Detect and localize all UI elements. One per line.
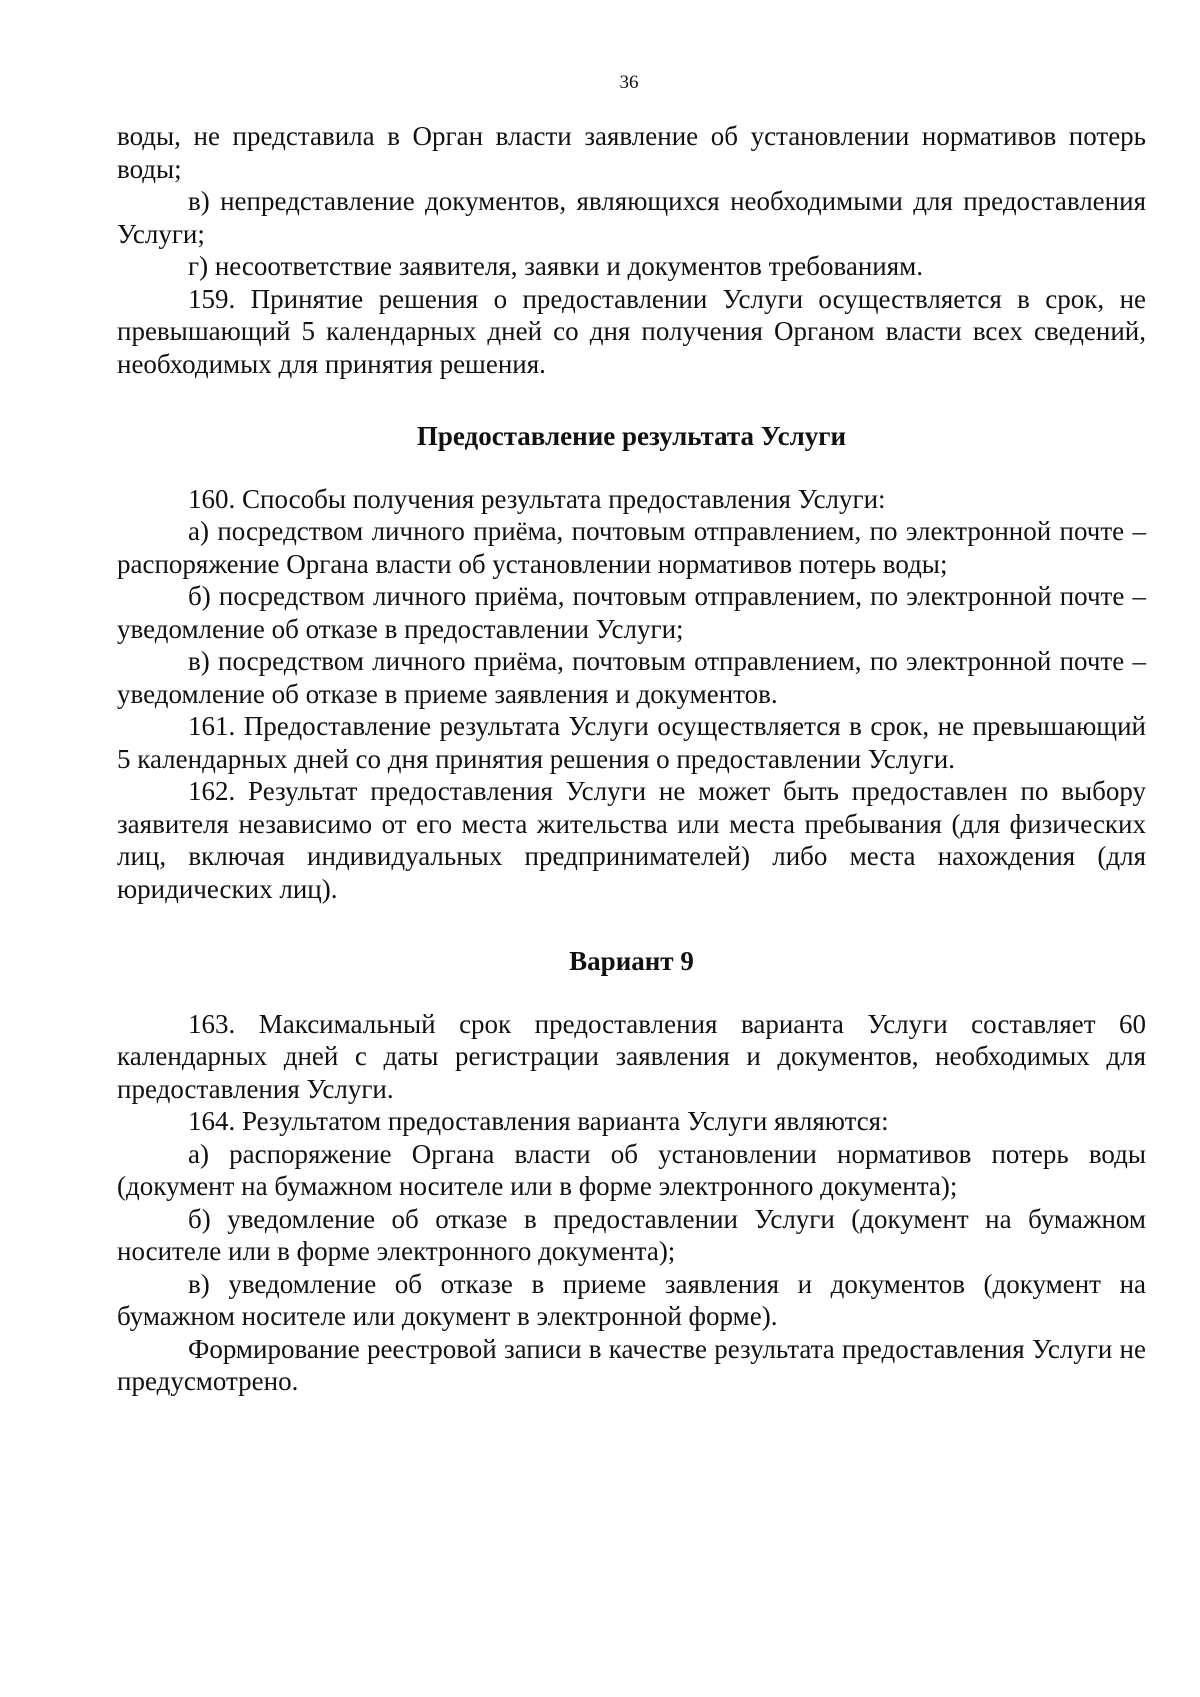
- paragraph-160-b: б) посредством личного приёма, почтовым отправлением, по электронной почте – уведомление об отказе в предоставлении Услуги;: [117, 581, 1146, 644]
- spacer: [117, 453, 1146, 483]
- paragraph-163: 163. Максимальный срок предоставления варианта Услуги составляет 60 календарных дней с даты регистрации заявления и документов, необходимых для предоставления Услуги.: [117, 1008, 1146, 1104]
- paragraph-159: 159. Принятие решения о предоставлении Услуги осуществляется в срок, не превышающий 5 календарных дней со дня получения Органом власти всех сведений, необходимых для принятия решения.: [117, 283, 1146, 379]
- paragraph-160-v: в) посредством личного приёма, почтовым отправлением, по электронной почте – уведомление об отказе в приеме заявления и документов.: [117, 646, 1146, 709]
- paragraph-164-b: б) уведомление об отказе в предоставлении Услуги (документ на бумажном носителе или в форме электронного документа);: [117, 1203, 1146, 1266]
- spacer: [117, 978, 1146, 1008]
- paragraph-160: 160. Способы получения результата предоставления Услуги:: [188, 483, 886, 514]
- page-number: 36: [619, 72, 639, 93]
- paragraph-161: 161. Предоставление результата Услуги осуществляется в срок, не превышающий 5 календарных дней со дня принятия решения о предоставлении Услуги.: [117, 711, 1146, 774]
- paragraph-registry-note: Формирование реестровой записи в качестве результата предоставления Услуги не предусмотрено.: [117, 1333, 1146, 1396]
- paragraph-item-v: в) непредставление документов, являющихся необходимыми для предоставления Услуги;: [117, 186, 1146, 249]
- spacer: [117, 905, 1146, 945]
- spacer: [117, 380, 1146, 420]
- section-heading-result: Предоставление результата Услуги: [416, 421, 847, 451]
- paragraph-164-a: а) распоряжение Органа власти об установлении нормативов потерь воды (документ на бумажном носителе или в форме электронного документа);: [117, 1138, 1146, 1201]
- paragraph-continuation: воды, не представила в Орган власти заявление об установлении нормативов потерь воды;: [117, 121, 1146, 184]
- paragraph-162: 162. Результат предоставления Услуги не может быть предоставлен по выбору заявителя независимо от его места жительства или места пребывания (для физических лиц, включая индивидуальных предпринимателей) либо места нахождения (для юридических лиц).: [117, 776, 1146, 904]
- document-body: [117, 120, 1146, 1398]
- paragraph-160-a: а) посредством личного приёма, почтовым отправлением, по электронной почте – распоряжение Органа власти об установлении нормативов потерь воды;: [117, 516, 1146, 579]
- paragraph-164: 164. Результатом предоставления варианта Услуги являются:: [188, 1106, 889, 1136]
- paragraph-item-g: г) несоответствие заявителя, заявки и документов требованиям.: [188, 251, 923, 281]
- paragraph-164-v: в) уведомление об отказе в приеме заявления и документов (документ на бумажном носителе или документ в электронной форме).: [117, 1268, 1146, 1331]
- section-heading-variant-9: Вариант 9: [569, 946, 694, 976]
